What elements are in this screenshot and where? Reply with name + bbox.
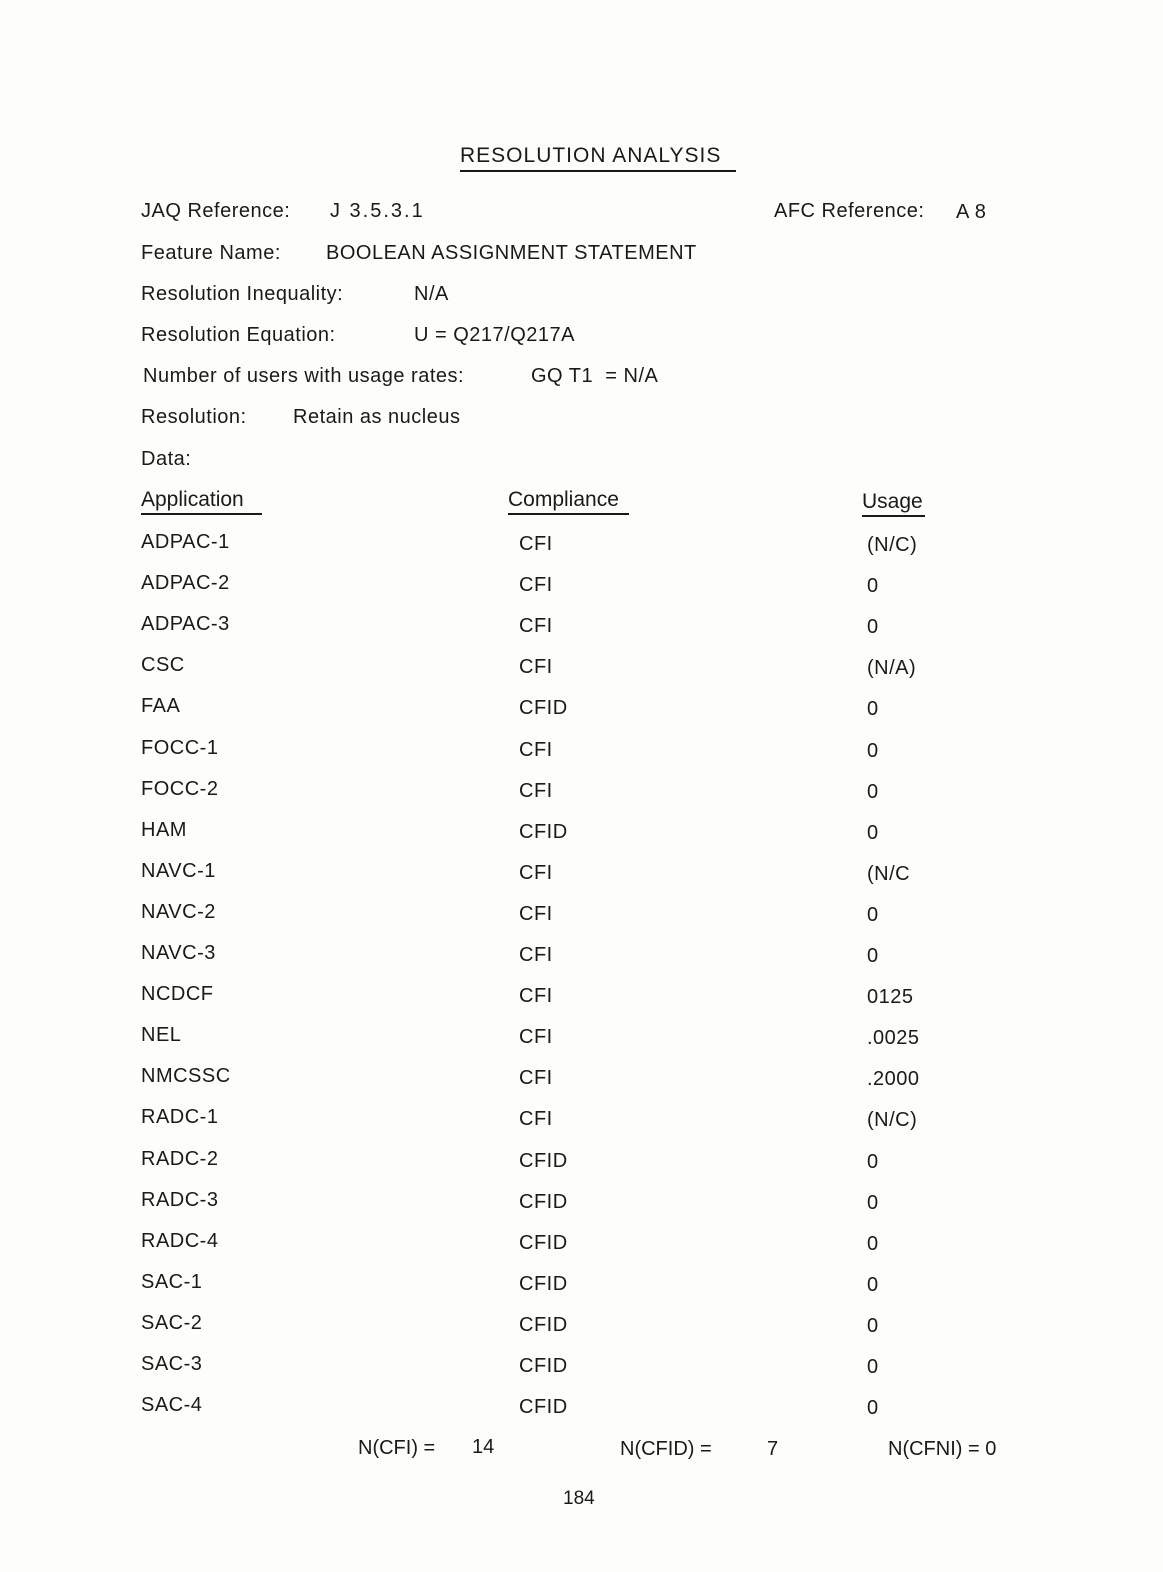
- row-application: SAC-1: [141, 1271, 203, 1293]
- total-cfi-label: N(CFI) =: [358, 1437, 436, 1459]
- row-compliance: CFI: [519, 903, 553, 925]
- row-application: NAVC-3: [141, 942, 216, 964]
- row-compliance: CFI: [519, 1108, 553, 1130]
- row-application: SAC-3: [141, 1353, 203, 1375]
- row-usage: (N/C): [867, 534, 918, 556]
- jaq-reference-label: JAQ Reference:: [141, 200, 291, 222]
- resolution-value: Retain as nucleus: [293, 406, 461, 428]
- row-compliance: CFI: [519, 574, 553, 596]
- row-application: RADC-3: [141, 1189, 219, 1211]
- row-compliance: CFI: [519, 862, 553, 884]
- row-usage: 0: [867, 575, 879, 597]
- row-application: CSC: [141, 654, 185, 676]
- row-compliance: CFI: [519, 533, 553, 555]
- row-compliance: CFI: [519, 739, 553, 761]
- row-compliance: CFID: [519, 1396, 568, 1418]
- row-compliance: CFID: [519, 1232, 568, 1254]
- row-application: ADPAC-2: [141, 572, 230, 594]
- row-usage: 0: [867, 616, 879, 638]
- page-number: 184: [563, 1488, 595, 1509]
- row-application: FAA: [141, 695, 181, 717]
- row-compliance: CFI: [519, 656, 553, 678]
- row-usage: 0: [867, 1274, 879, 1296]
- jaq-reference-value: J 3.5.3.1: [330, 200, 425, 222]
- afc-reference-value: A 8: [956, 201, 987, 223]
- total-cfid-label: N(CFID) =: [620, 1438, 712, 1460]
- row-usage: 0: [867, 1315, 879, 1337]
- row-application: SAC-4: [141, 1394, 203, 1416]
- row-application: NAVC-2: [141, 901, 216, 923]
- row-compliance: CFI: [519, 944, 553, 966]
- resolution-inequality-value: N/A: [414, 283, 449, 305]
- column-header-usage: Usage: [862, 490, 925, 517]
- row-usage: 0: [867, 698, 879, 720]
- row-application: NMCSSC: [141, 1065, 231, 1087]
- total-cfid-value: 7: [767, 1438, 779, 1460]
- row-application: ADPAC-3: [141, 613, 230, 635]
- row-usage: .2000: [867, 1068, 920, 1090]
- row-usage: 0: [867, 945, 879, 967]
- row-application: NEL: [141, 1024, 182, 1046]
- row-compliance: CFID: [519, 1150, 568, 1172]
- row-application: HAM: [141, 819, 187, 841]
- row-compliance: CFID: [519, 1314, 568, 1336]
- row-application: FOCC-2: [141, 778, 219, 800]
- resolution-equation-label: Resolution Equation:: [141, 324, 336, 346]
- row-usage: 0: [867, 1397, 879, 1419]
- users-usage-label: Number of users with usage rates:: [143, 365, 465, 387]
- afc-reference-label: AFC Reference:: [774, 200, 925, 222]
- row-usage: .0025: [867, 1027, 920, 1049]
- row-application: RADC-1: [141, 1106, 219, 1128]
- row-application: NCDCF: [141, 983, 214, 1005]
- row-application: NAVC-1: [141, 860, 216, 882]
- users-usage-value: GQ T1 = N/A: [531, 365, 659, 387]
- page-title: RESOLUTION ANALYSIS: [460, 144, 736, 172]
- row-compliance: CFI: [519, 615, 553, 637]
- row-usage: 0: [867, 904, 879, 926]
- total-cfi-value: 14: [472, 1436, 495, 1458]
- resolution-equation-value: U = Q217/Q217A: [414, 324, 575, 346]
- row-usage: 0: [867, 740, 879, 762]
- row-usage: 0125: [867, 986, 914, 1008]
- row-usage: 0: [867, 822, 879, 844]
- row-compliance: CFI: [519, 985, 553, 1007]
- row-compliance: CFID: [519, 1355, 568, 1377]
- row-usage: (N/A): [867, 657, 917, 679]
- column-header-compliance: Compliance: [508, 488, 629, 515]
- feature-name-label: Feature Name:: [141, 242, 281, 264]
- feature-name-value: BOOLEAN ASSIGNMENT STATEMENT: [326, 242, 697, 264]
- row-compliance: CFI: [519, 1067, 553, 1089]
- row-compliance: CFID: [519, 697, 568, 719]
- row-usage: 0: [867, 1356, 879, 1378]
- row-compliance: CFID: [519, 1191, 568, 1213]
- row-compliance: CFI: [519, 780, 553, 802]
- row-usage: 0: [867, 1192, 879, 1214]
- row-application: SAC-2: [141, 1312, 203, 1334]
- data-label: Data:: [141, 448, 192, 470]
- row-compliance: CFID: [519, 821, 568, 843]
- row-compliance: CFI: [519, 1026, 553, 1048]
- total-cfni: N(CFNI) = 0: [888, 1438, 997, 1460]
- row-usage: (N/C: [867, 863, 911, 885]
- row-application: ADPAC-1: [141, 531, 230, 553]
- row-compliance: CFID: [519, 1273, 568, 1295]
- resolution-inequality-label: Resolution Inequality:: [141, 283, 344, 305]
- resolution-label: Resolution:: [141, 406, 247, 428]
- row-application: RADC-4: [141, 1230, 219, 1252]
- row-application: RADC-2: [141, 1148, 219, 1170]
- row-usage: 0: [867, 1233, 879, 1255]
- row-usage: 0: [867, 781, 879, 803]
- row-usage: (N/C): [867, 1109, 918, 1131]
- row-usage: 0: [867, 1151, 879, 1173]
- row-application: FOCC-1: [141, 737, 219, 759]
- column-header-application: Application: [141, 488, 262, 515]
